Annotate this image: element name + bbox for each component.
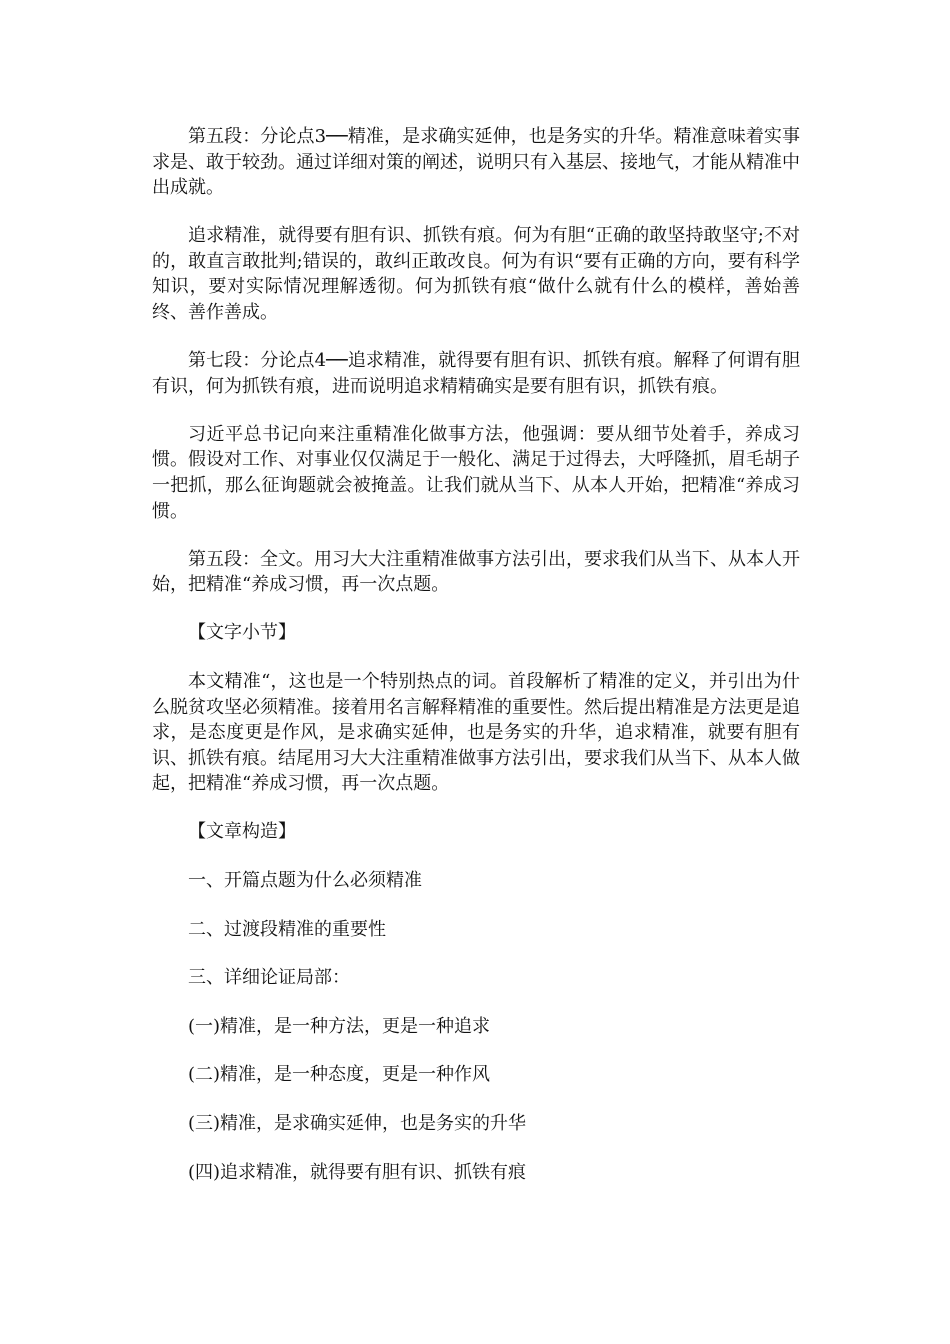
- paragraph-general-secretary-quote: 习近平总书记向来注重精准化做事方法，他强调：要从细节处着手，养成习惯。假设对工作、对事业仅仅满足于一般化、满足于过得去，大呼隆抓，眉毛胡子一把抓，那么征询题就会被掩盖。让我们就从当下、从本人开始，把精准“养成习惯。: [152, 423, 800, 522]
- outline-item-3: 三、详细论证局部：: [188, 967, 350, 989]
- paragraph-section-five-point-three: 第五段：分论点3──精准，是求确实延伸，也是务实的升华。精准意味着实事求是、敢于较劲。通过详细对策的阐述，说明只有入基层、接地气，才能从精准中出成就。: [152, 126, 800, 199]
- heading-article-structure: 【文章构造】: [188, 821, 296, 843]
- heading-text-summary: 【文字小节】: [188, 622, 296, 644]
- outline-subitem-2: (二)精准，是一种态度，更是一种作风: [188, 1064, 491, 1086]
- paragraph-section-five-conclusion: 第五段：全文。用习大大注重精准做事方法引出，要求我们从当下、从本人开始，把精准“养成习惯，再一次点题。: [152, 548, 800, 596]
- document-page: [152, 124, 800, 1208]
- paragraph-summary-body: 本文精准“，这也是一个特别热点的词。首段解析了精准的定义，并引出为什么脱贫攻坚必须精准。接着用名言解释精准的重要性。然后提出精准是方法更是追求，是态度更是作风，是求确实延伸，也是务实的升华，追求精准，就要有胆有识、抓铁有痕。结尾用习大大注重精准做事方法引出，要求我们从当下、从本人做起，把精准“养成习惯，再一次点题。: [152, 671, 800, 795]
- outline-item-1: 一、开篇点题为什么必须精准: [188, 870, 422, 892]
- outline-subitem-1: (一)精准，是一种方法，更是一种追求: [188, 1015, 491, 1037]
- outline-subitem-3: (三)精准，是求确实延伸，也是务实的升华: [188, 1113, 527, 1135]
- paragraph-section-seven-point-four: 第七段：分论点4──追求精准，就得要有胆有识、抓铁有痕。解释了何谓有胆有识，何为抓铁有痕，进而说明追求精精确实是要有胆有识，抓铁有痕。: [152, 350, 800, 397]
- outline-subitem-4: (四)追求精准，就得要有胆有识、抓铁有痕: [188, 1161, 527, 1183]
- outline-item-2: 二、过渡段精准的重要性: [188, 918, 386, 940]
- paragraph-pursue-precision: 追求精准，就得要有胆有识、抓铁有痕。何为有胆“正确的敢坚持敢坚守;不对的，敢直言敢批判;错误的，敢纠正敢改良。何为有识“要有正确的方向，要有科学知识，要对实际情况理解透彻。何为抓铁有痕“做什么就有什么的模样，善始善终、善作善成。: [152, 225, 800, 324]
